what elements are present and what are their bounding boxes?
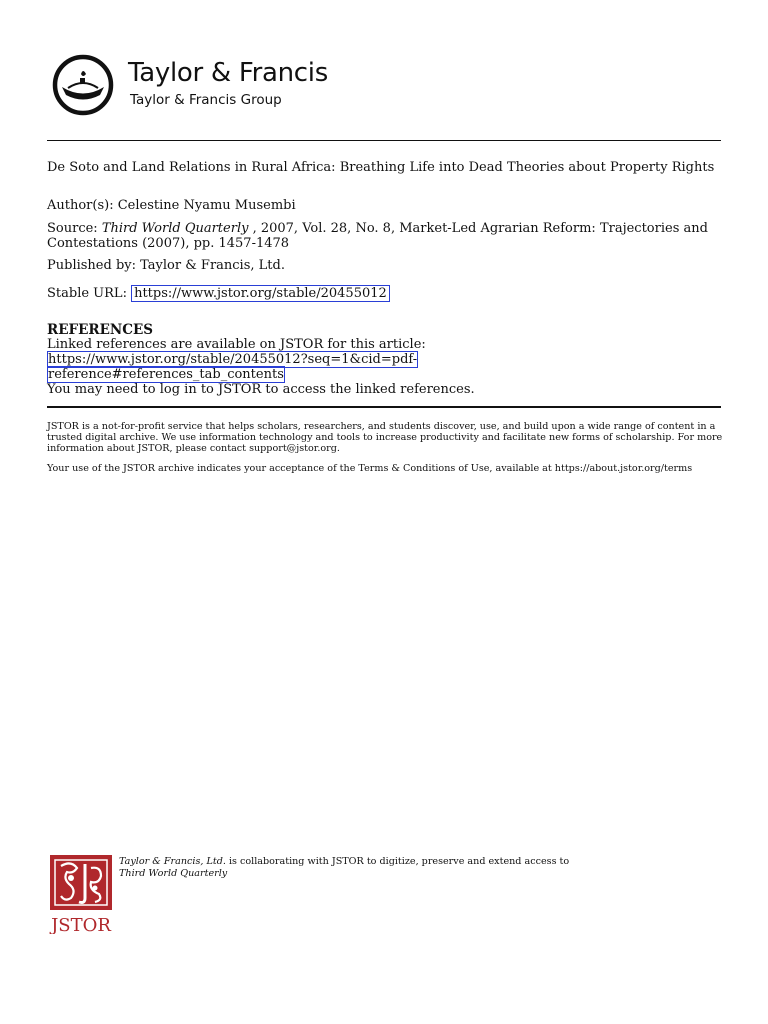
references-link-part1[interactable]: https://www.jstor.org/stable/20455012?seq=1&cid=pdf- xyxy=(48,352,418,367)
references-heading: REFERENCES xyxy=(47,322,154,338)
references-intro: Linked references are available on JSTOR for this article: xyxy=(47,337,426,352)
stable-url-link[interactable]: https://www.jstor.org/stable/20455012 xyxy=(131,285,390,302)
publisher-logo xyxy=(52,52,352,122)
publisher-group: Taylor & Francis Group xyxy=(130,92,282,108)
source-prefix: Source: xyxy=(47,221,102,236)
publisher-name: Taylor & Francis xyxy=(128,58,328,88)
jstor-logo xyxy=(49,854,115,934)
article-publisher: Published by: Taylor & Francis, Ltd. xyxy=(47,258,285,273)
stable-url-label: Stable URL: xyxy=(47,286,132,301)
stable-url-line xyxy=(47,286,727,301)
collaboration-statement xyxy=(119,856,719,879)
top-divider xyxy=(47,140,721,141)
references-block xyxy=(47,337,727,397)
references-divider xyxy=(47,406,721,408)
article-title: De Soto and Land Relations in Rural Africa: Breathing Life into Dead Theories about Property Rights xyxy=(47,160,715,175)
collab-journal: Third World Quarterly xyxy=(119,867,228,879)
collab-text: is collaborating with JSTOR to digitize, preserve and extend access to xyxy=(225,856,570,867)
jstor-wordmark: JSTOR xyxy=(51,915,111,934)
article-authors: Author(s): Celestine Nyamu Musembi xyxy=(47,198,296,213)
references-link-part2[interactable]: reference#references_tab_contents xyxy=(48,367,284,382)
collab-publisher: Taylor & Francis, Ltd. xyxy=(119,856,226,867)
jstor-seal-icon xyxy=(49,854,115,934)
source-journal: Third World Quarterly xyxy=(101,221,249,236)
terms-notice: Your use of the JSTOR archive indicates your acceptance of the Terms & Conditions of Use, available at https://about.jstor.org/terms xyxy=(47,463,693,474)
jstor-notice: JSTOR is a not-for-profit service that helps scholars, researchers, and students discover, use, and build upon a wide range of content in a trusted digital archive. We use information technology and tools to increase productivity and facilitate new forms of scholarship. For more information about JSTOR, please contact support@jstor.org. xyxy=(47,421,723,454)
article-source xyxy=(47,221,727,251)
source-details: , 2007, Vol. 28, No. 8, Market-Led Agrarian Reform: Trajectories and Contestations (2007), pp. 1457-1478 xyxy=(47,221,708,251)
references-login-note: You may need to log in to JSTOR to access the linked references. xyxy=(47,382,475,397)
taylor-francis-lamp-icon xyxy=(52,54,114,116)
